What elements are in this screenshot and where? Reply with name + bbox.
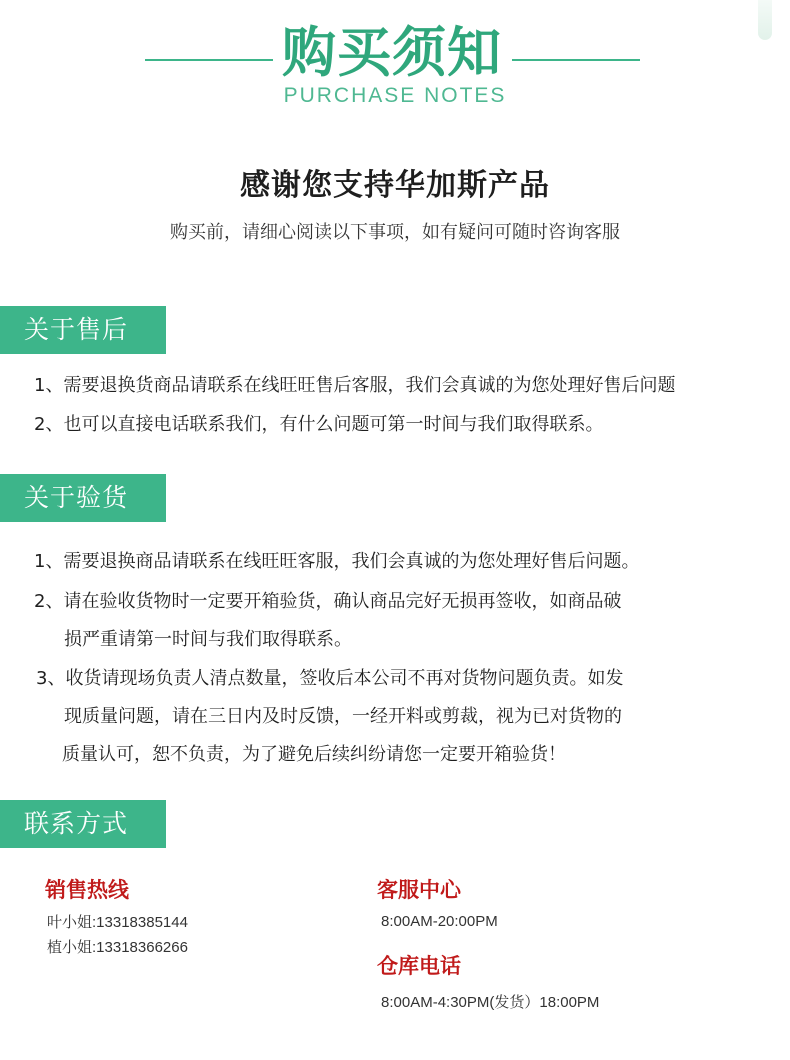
list-item: 质量认可，恕不负责，为了避免后续纠纷请您一定要开箱验货！ (62, 744, 566, 765)
list-item: 3、收货请现场负责人清点数量，签收后本公司不再对货物问题负责。如发 (36, 668, 624, 689)
page-header (0, 18, 790, 108)
section-tag-contact: 联系方式 (0, 800, 166, 848)
sales-hotline-heading: 销售热线 (45, 878, 129, 902)
title-rule-left (145, 59, 273, 61)
intro-block (0, 160, 790, 244)
section-tag-after-sales: 关于售后 (0, 306, 166, 354)
list-item: 2、也可以直接电话联系我们，有什么问题可第一时间与我们取得联系。 (34, 414, 604, 435)
warehouse-heading: 仓库电话 (377, 954, 461, 978)
list-item: 1、需要退换货商品请联系在线旺旺售后客服，我们会真诚的为您处理好售后问题 (34, 375, 676, 396)
list-item: 2、请在验收货物时一定要开箱验货，确认商品完好无损再签收，如商品破 (34, 591, 622, 612)
intro-title: 感谢您支持华加斯产品 (240, 168, 550, 203)
sales-phone-2: 植小姐:13318366266 (47, 939, 188, 956)
list-item: 损严重请第一时间与我们取得联系。 (64, 629, 352, 650)
list-item: 现质量问题，请在三日内及时反馈，一经开料或剪裁，视为已对货物的 (64, 706, 622, 727)
title-rule-right (512, 59, 640, 61)
service-center-hours: 8:00AM-20:00PM (381, 913, 498, 930)
list-item: 1、需要退换商品请联系在线旺旺客服，我们会真诚的为您处理好售后问题。 (34, 551, 640, 572)
page-subtitle: PURCHASE NOTES (283, 84, 507, 107)
page-title: 购买须知 (282, 21, 502, 84)
sales-phone-1: 叶小姐:13318385144 (47, 914, 188, 931)
service-center-heading: 客服中心 (377, 878, 461, 902)
warehouse-hours: 8:00AM-4:30PM(发货）18:00PM (381, 994, 600, 1011)
section-tag-inspection: 关于验货 (0, 474, 166, 522)
intro-subtitle: 购买前，请细心阅读以下事项，如有疑问可随时咨询客服 (170, 222, 620, 243)
